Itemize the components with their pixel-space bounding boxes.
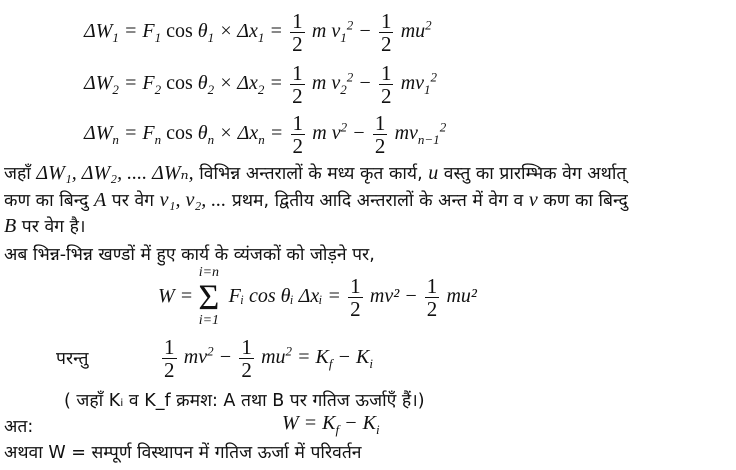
equation-3: $\Delta W_n = F_n$ $\cos \theta_n \times \Delta x_n$ = $\frac{1}{2}$ m $v^2$ − $\frac{1}{2}$ $mv_{n-1}^2$ xyxy=(84,111,447,159)
para2: अब भिन्न-भिन्न खण्डों में हुए कार्य के व्यंजकों को जोड़ने पर, xyxy=(4,245,375,265)
para1-B: B xyxy=(4,215,17,237)
sum-lower-limit: i=1 xyxy=(198,313,220,329)
last-line: अथवा W = सम्पूर्ण विस्थापन में गतिज ऊर्जा में परिवर्तन xyxy=(4,443,362,463)
equation-2: $\Delta W_2 = F_2$ $\cos \theta_2 \times \Delta x_2$ = $\frac{1}{2}$ m $v_2^2$ − $\frac{1}{2}$ $mv_1^2$ xyxy=(84,61,438,109)
para1-line2b: पर वेग xyxy=(111,191,155,211)
sigma-block xyxy=(198,266,219,328)
para1-line2d: कण का बिन्दु xyxy=(543,191,628,211)
sum-lhs: W = xyxy=(158,284,194,307)
sigma-symbol: Σ xyxy=(198,277,220,317)
parantu-equation: $\frac{1}{2}$ $mv^2$ − $\frac{1}{2}$ $mu^2 = K_f - K_i$ xyxy=(164,335,373,383)
para1-A: A xyxy=(94,189,107,211)
para1-lead: जहाँ xyxy=(4,164,31,184)
sum-equation: W = i=n Σ i=1 Fᵢ cos θᵢ Δxᵢ = $\frac{1}{2}$ mv² − $\frac{1}{2}$ mu² xyxy=(158,265,477,329)
sum-rhs: mv² − xyxy=(369,284,423,307)
note-line: ( जहाँ Kᵢ व K_f क्रमश: A तथा B पर गतिज ऊर्जाएँ हैं।) xyxy=(64,391,425,411)
equation-1: $\Delta W_1 = F_1$ $\cos \theta_1 \times \Delta x_1$ = $\frac{1}{2}$ m $v_1^2$ − $\frac{1}{2}$ $mu^2$ xyxy=(84,9,432,57)
para1-line2a: कण का बिन्दु xyxy=(4,191,89,211)
para1-text2: वस्तु का प्रारम्भिक वेग अर्थात् xyxy=(443,164,627,184)
para1-line2 xyxy=(4,188,628,212)
para1-line2c: प्रथम, द्वितीय आदि अन्तरालों के अन्त में वेग व xyxy=(231,191,524,211)
para1-u: u xyxy=(428,162,439,184)
para1-line3 xyxy=(4,214,86,238)
atah-equation: $W = K_f - K_i$ xyxy=(282,412,380,437)
sum-upper-limit: i=n xyxy=(198,265,220,280)
atah-label: अत: xyxy=(4,417,34,437)
sum-rhs2: mu² xyxy=(446,284,477,307)
para1-text1: विभिन्न अन्तरालों के मध्य कृत कार्य, xyxy=(199,164,423,184)
parantu-label: परन्तु xyxy=(56,349,89,369)
sum-body: Fᵢ cos θᵢ Δxᵢ = xyxy=(228,284,341,307)
para1-v: v xyxy=(528,189,538,211)
para1-vterms: v₁, v₂, ... xyxy=(159,189,227,211)
para1-terms: ΔW₁, ΔW₂, .... ΔWₙ, xyxy=(36,162,194,184)
para1-line1 xyxy=(4,160,626,185)
para1-line3-text: पर वेग है। xyxy=(21,217,86,237)
